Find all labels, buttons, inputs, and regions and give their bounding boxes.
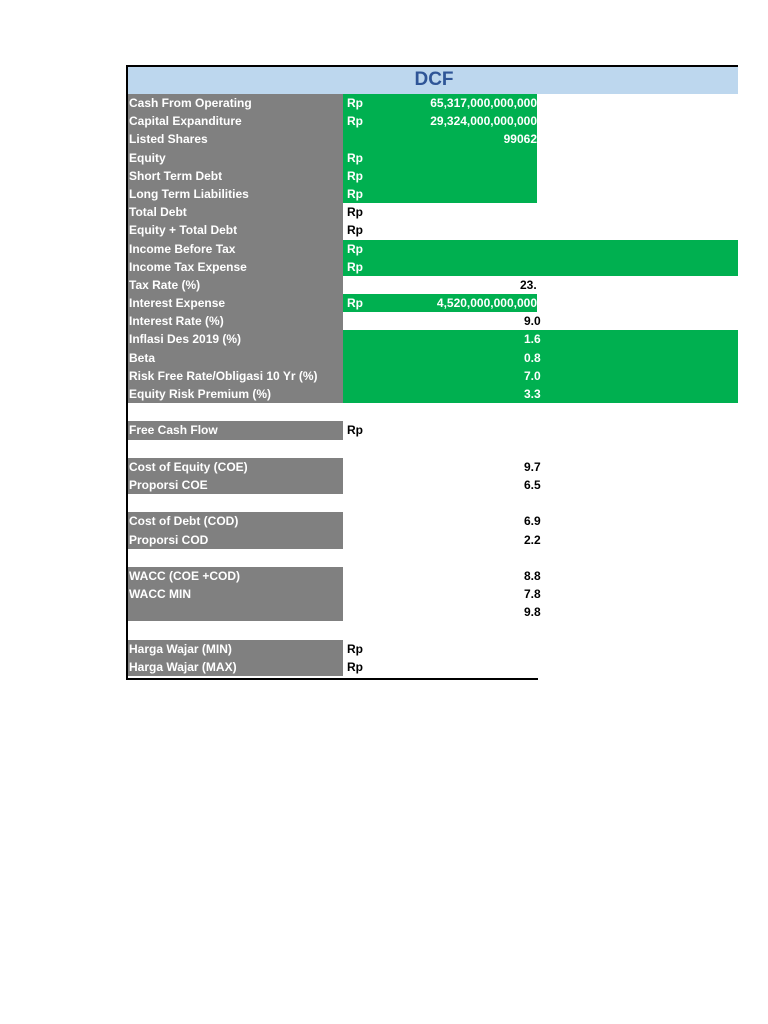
value-text: 8.8: [524, 568, 541, 583]
value-text: 65,317,000,000,000: [430, 96, 537, 110]
cell-value[interactable]: [343, 185, 537, 203]
row-label: Proporsi COD: [126, 531, 343, 549]
cell-value[interactable]: [343, 276, 537, 294]
cell-value[interactable]: [343, 312, 541, 330]
currency-label: Rp: [347, 641, 363, 656]
row-listed-shares: [126, 130, 738, 148]
value-text: 3.3: [524, 387, 541, 401]
row-equity-total-debt: [126, 221, 738, 239]
row-label: WACC MIN: [126, 585, 343, 603]
spacer: [126, 440, 738, 458]
dcf-header: [126, 65, 738, 94]
row-label: Inflasi Des 2019 (%): [126, 330, 343, 348]
row-total-debt: [126, 203, 738, 221]
value-text: 6.5: [524, 477, 541, 492]
row-label: Income Before Tax: [126, 240, 343, 258]
row-label: Listed Shares: [126, 130, 343, 148]
row-coe: [126, 458, 738, 476]
spacer: [126, 549, 738, 567]
row-wacc-min: [126, 585, 738, 603]
row-label: Harga Wajar (MIN): [126, 640, 343, 658]
row-equity: [126, 149, 738, 167]
currency-label: Rp: [347, 150, 363, 165]
row-beta: [126, 349, 738, 367]
row-label: Harga Wajar (MAX): [126, 658, 343, 676]
value-text: 23.: [520, 277, 537, 292]
row-cash-from-operating: [126, 94, 738, 112]
value-text: 7.8: [524, 587, 541, 602]
row-label: Beta: [126, 349, 343, 367]
cell-value[interactable]: [343, 603, 541, 621]
row-label: Cost of Equity (COE): [126, 458, 343, 476]
cell-value[interactable]: [343, 294, 537, 312]
row-label: Total Debt: [126, 203, 343, 221]
value-text: 99062: [503, 132, 537, 147]
row-proporsi-coe: [126, 476, 738, 494]
row-label: Equity Risk Premium (%): [126, 385, 343, 403]
cell-value[interactable]: [343, 330, 738, 348]
row-label: Free Cash Flow: [126, 421, 343, 439]
row-label: WACC (COE +COD): [126, 567, 343, 585]
sheet-top-border: [126, 65, 538, 67]
row-free-cash-flow: [126, 421, 738, 439]
row-short-term-debt: [126, 167, 738, 185]
cell-value[interactable]: [343, 167, 537, 185]
row-label: [126, 603, 343, 621]
row-capital-expanditure: [126, 112, 738, 130]
value-text: 7.0: [524, 368, 541, 383]
value-text: 1.6: [524, 332, 541, 347]
cell-value[interactable]: [343, 130, 537, 148]
value-text: 9.8: [524, 605, 541, 620]
cell-value[interactable]: [343, 458, 541, 476]
cell-value[interactable]: [343, 112, 537, 130]
row-harga-wajar-min: [126, 640, 738, 658]
value-text: 2.2: [524, 532, 541, 547]
spacer: [126, 494, 738, 512]
sheet-bottom-border: [126, 678, 538, 680]
row-interest-rate: [126, 312, 738, 330]
currency-label: Rp: [347, 223, 363, 238]
row-wacc-max: [126, 603, 738, 621]
value-text: 6.9: [524, 514, 541, 529]
row-inflasi: [126, 330, 738, 348]
row-label: Equity + Total Debt: [126, 221, 343, 239]
cell-value[interactable]: [343, 531, 541, 549]
cell-value[interactable]: [343, 421, 537, 439]
value-text: 9.0: [524, 314, 541, 329]
sheet-left-border: [126, 65, 128, 680]
row-proporsi-cod: [126, 531, 738, 549]
row-label: Cost of Debt (COD): [126, 512, 343, 530]
row-cod: [126, 512, 738, 530]
cell-value[interactable]: [343, 367, 738, 385]
row-long-term-liabilities: [126, 185, 738, 203]
sheet-title: DCF: [414, 69, 454, 90]
row-label: Proporsi COE: [126, 476, 343, 494]
cell-value[interactable]: [343, 203, 537, 221]
value-text: 29,324,000,000,000: [430, 114, 537, 129]
currency-label: Rp: [347, 241, 363, 256]
row-label: Equity: [126, 149, 343, 167]
row-risk-free-rate: [126, 367, 738, 385]
row-income-before-tax: [126, 240, 738, 258]
currency-label: Rp: [347, 423, 363, 438]
cell-value[interactable]: [343, 349, 738, 367]
row-label: Interest Rate (%): [126, 312, 343, 330]
cell-value[interactable]: [343, 658, 537, 676]
row-label: Short Term Debt: [126, 167, 343, 185]
cell-value[interactable]: [343, 149, 537, 167]
currency-label: Rp: [347, 259, 363, 274]
row-interest-expense: [126, 294, 738, 312]
dcf-sheet: [126, 65, 738, 676]
spacer: [126, 403, 738, 421]
currency-label: Rp: [347, 186, 363, 201]
currency-label: Rp: [347, 659, 363, 674]
cell-value[interactable]: [343, 240, 738, 258]
currency-label: Rp: [347, 205, 363, 220]
cell-value[interactable]: [343, 221, 537, 239]
spacer: [126, 621, 738, 639]
value-text: 4,520,000,000,000: [436, 296, 537, 311]
row-income-tax-expense: [126, 258, 738, 276]
value-text: 0.8: [524, 350, 541, 365]
cell-value[interactable]: [343, 585, 541, 603]
row-wacc: [126, 567, 738, 585]
cell-value[interactable]: [343, 385, 738, 403]
currency-label: Rp: [347, 296, 363, 311]
cell-value[interactable]: [343, 476, 541, 494]
row-label: Tax Rate (%): [126, 276, 343, 294]
row-harga-wajar-max: [126, 658, 738, 676]
row-label: Cash From Operating: [126, 94, 343, 112]
currency-label: Rp: [347, 114, 363, 129]
cell-value[interactable]: [343, 567, 541, 585]
row-label: Income Tax Expense: [126, 258, 343, 276]
row-label: Capital Expanditure: [126, 112, 343, 130]
value-text: 9.7: [524, 459, 541, 474]
row-equity-risk-premium: [126, 385, 738, 403]
row-label: Long Term Liabilities: [126, 185, 343, 203]
row-label: Interest Expense: [126, 294, 343, 312]
cell-value[interactable]: [343, 94, 537, 112]
cell-value[interactable]: [343, 258, 738, 276]
cell-value[interactable]: [343, 512, 541, 530]
row-tax-rate: [126, 276, 738, 294]
cell-value[interactable]: [343, 640, 537, 658]
row-label: Risk Free Rate/Obligasi 10 Yr (%): [126, 367, 343, 385]
currency-label: Rp: [347, 96, 363, 110]
currency-label: Rp: [347, 168, 363, 183]
